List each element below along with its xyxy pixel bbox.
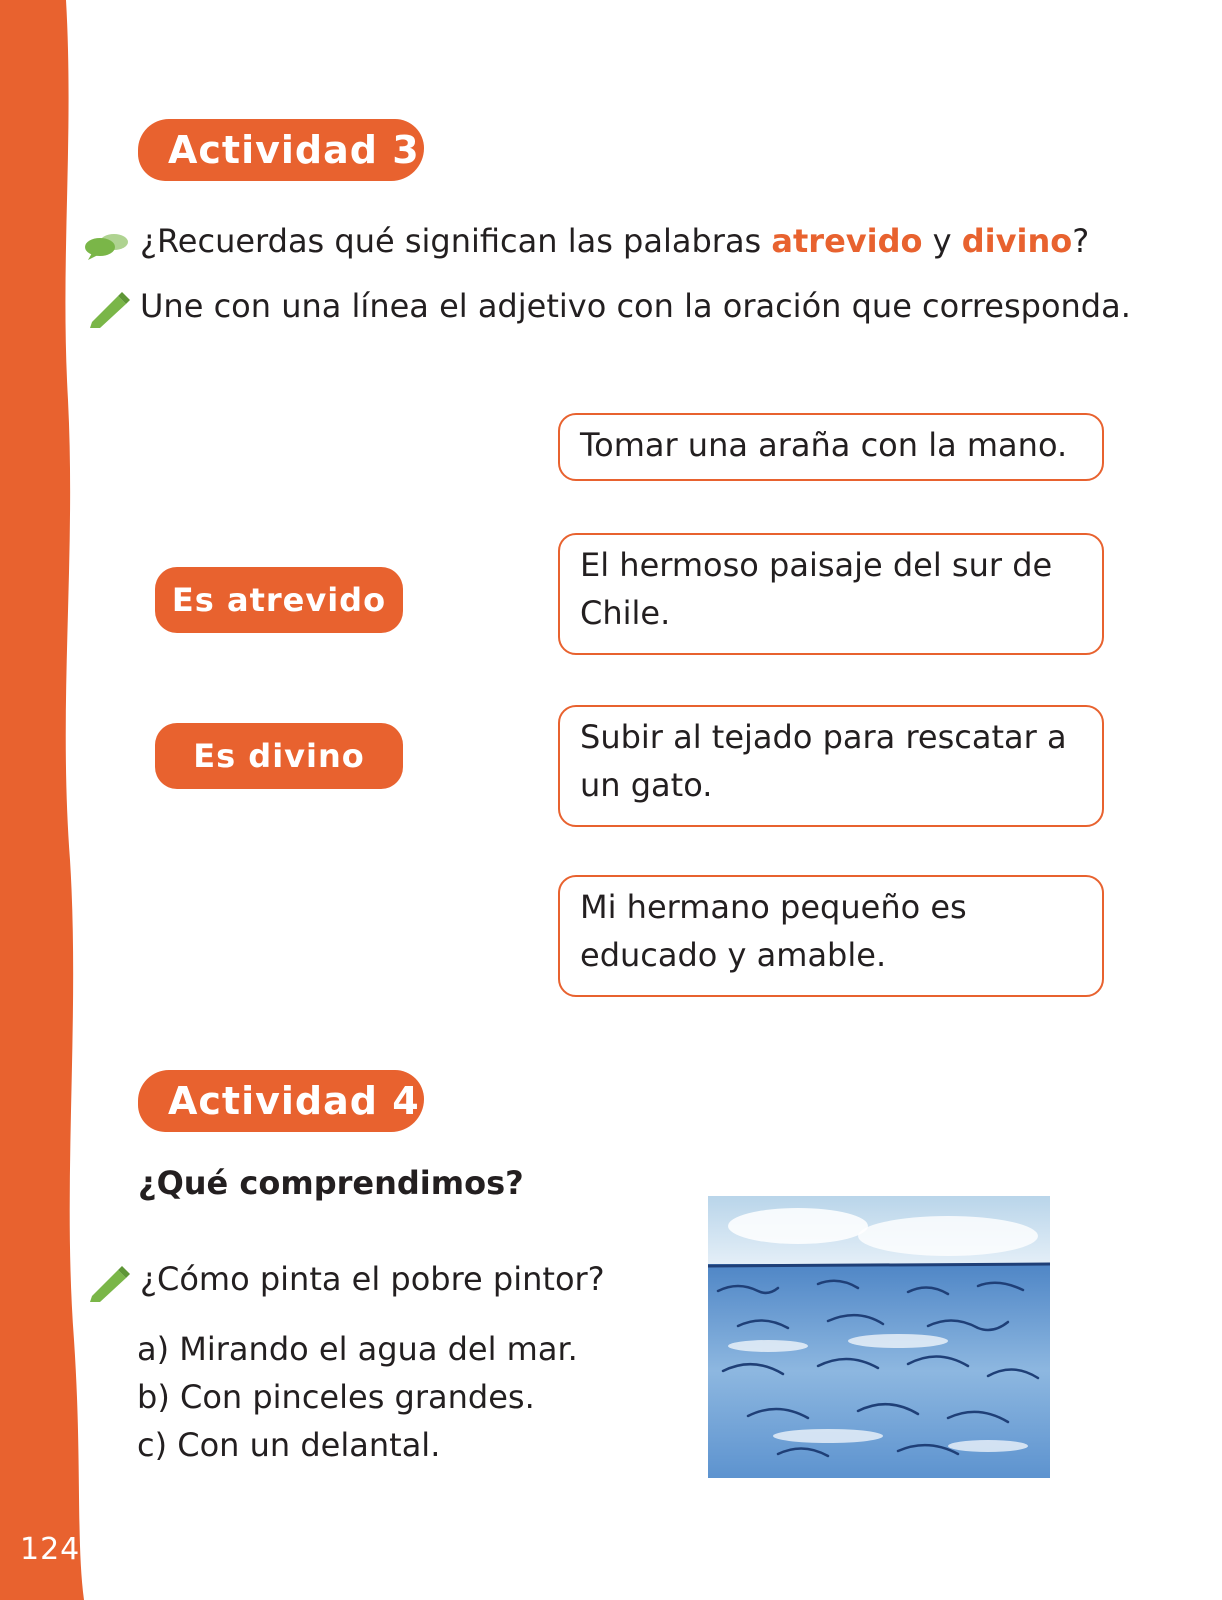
question-text-end: ?	[1072, 222, 1090, 260]
adjective-divino[interactable]: Es divino	[155, 723, 403, 789]
sea-waves-illustration	[708, 1196, 1050, 1478]
sentence-box-2[interactable]: El hermoso paisaje del sur de Chile.	[558, 533, 1104, 655]
activity-3-badge: Actividad 3	[138, 119, 424, 181]
sentence-box-3[interactable]: Subir al tejado para rescatar a un gato.	[558, 705, 1104, 827]
answer-option-a[interactable]: a) Mirando el agua del mar.	[137, 1330, 578, 1368]
question-text-mid: y	[922, 222, 962, 260]
sentence-box-1[interactable]: Tomar una araña con la mano.	[558, 413, 1104, 481]
word-atrevido: atrevido	[771, 222, 923, 260]
page-number: 124	[20, 1532, 81, 1567]
speech-bubbles-icon	[82, 230, 132, 266]
activity-3-instruction: Une con una línea el adjetivo con la oración que corresponda.	[140, 287, 1131, 325]
activity-3-question	[140, 222, 1089, 260]
word-divino: divino	[961, 222, 1073, 260]
pencil-icon	[88, 1264, 130, 1306]
sentence-box-4[interactable]: Mi hermano pequeño es educado y amable.	[558, 875, 1104, 997]
question-text-start: ¿Recuerdas qué significan las palabras	[140, 222, 772, 260]
answer-option-c[interactable]: c) Con un delantal.	[137, 1426, 441, 1464]
activity-4-badge: Actividad 4	[138, 1070, 424, 1132]
answer-option-b[interactable]: b) Con pinceles grandes.	[137, 1378, 535, 1416]
pencil-icon	[88, 290, 130, 332]
adjective-atrevido[interactable]: Es atrevido	[155, 567, 403, 633]
activity-4-subheading: ¿Qué comprendimos?	[138, 1164, 524, 1202]
activity-4-question: ¿Cómo pinta el pobre pintor?	[140, 1260, 605, 1298]
